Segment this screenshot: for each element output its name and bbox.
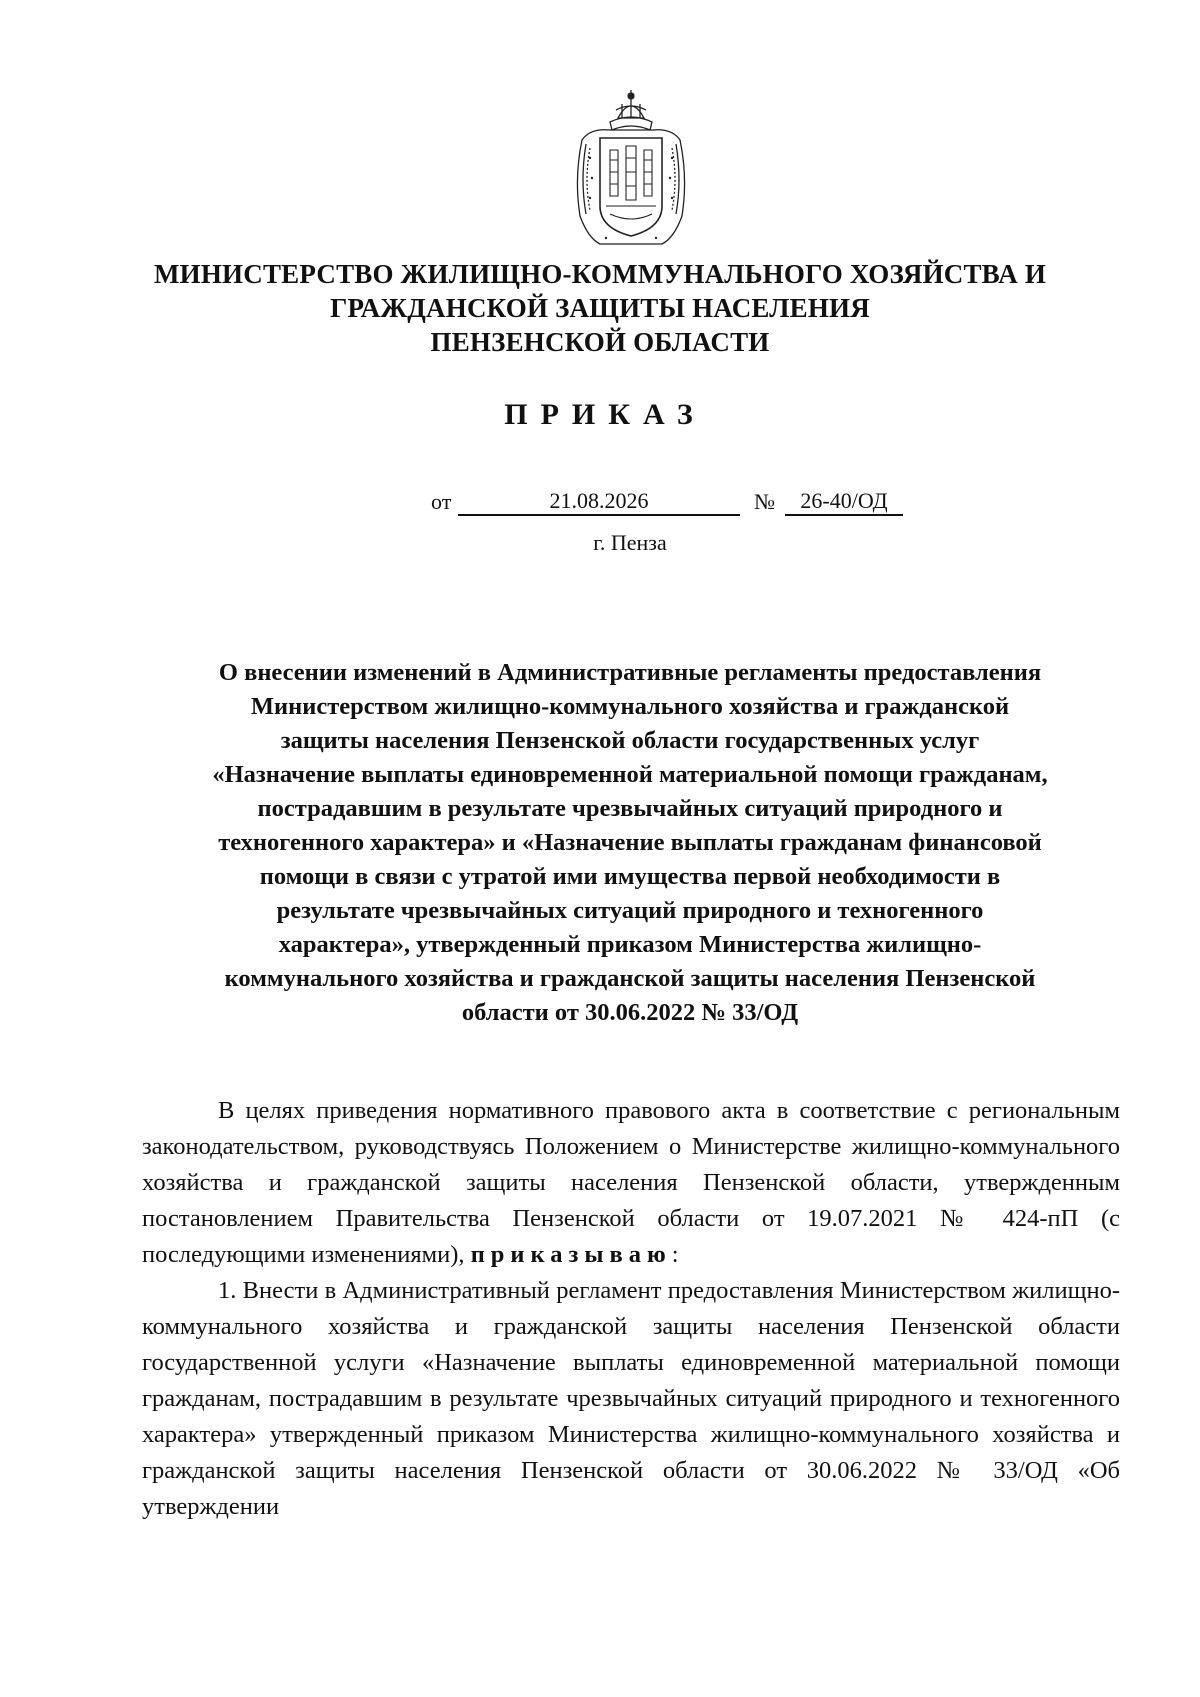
ministry-name-line1: МИНИСТЕРСТВО ЖИЛИЩНО-КОММУНАЛЬНОГО ХОЗЯЙСТВА И [153, 259, 1047, 289]
subject-line: области от 30.06.2022 № 33/ОД [461, 999, 799, 1026]
order-colon: : [671, 1241, 679, 1268]
subject-line: характера», утвержденный приказом Министерства жилищно- [278, 931, 982, 958]
subject-line: помощи в связи с утратой ими имущества первой необходимости в [259, 863, 1001, 890]
subject-line: результате чрезвычайных ситуаций природного и техногенного [276, 897, 984, 924]
preamble-text: В целях приведения нормативного правового акта в соответствие с региональным законодательством, руководствуясь Положением о Министерстве жилищно-коммунального хозяйства и гражданской защиты населения Пензенской области, утвержденным постановлением Правительства Пензенской области от 19.07.2021 № 424-пП (с последующими изменениями), [142, 1097, 1120, 1268]
subject-line: техногенного характера» и «Назначение выплаты гражданам финансовой [218, 829, 1042, 856]
order-date: 21.08.2026 [458, 488, 740, 516]
order-number: 26-40/ОД [785, 488, 903, 516]
number-label: № [754, 489, 775, 514]
subject-line: коммунального хозяйства и гражданской защиты населения Пензенской [224, 965, 1036, 992]
subject-line: пострадавшим в результате чрезвычайных ситуаций природного и [257, 795, 1003, 822]
preamble-paragraph [142, 1093, 1120, 1273]
item-1-paragraph: 1. Внести в Административный регламент предоставления Министерством жилищно-коммунального хозяйства и гражданской защиты населения Пензенской области государственной услуги «Назначение выплаты единовременной материальной помощи гражданам, пострадавшим в результате чрезвычайных ситуаций природного и техногенного характера» утвержденный приказом Министерства жилищно-коммунального хозяйства и гражданской защиты населения Пензенской области от 30.06.2022 № 33/ОД «Об утверждении [142, 1277, 1120, 1520]
order-body [142, 1093, 1120, 1525]
subject-line: защиты населения Пензенской области государственных услуг [280, 727, 980, 754]
subject-line: Министерством жилищно-коммунального хозяйства и гражданской [250, 693, 1010, 720]
city: г. Пенза [593, 530, 667, 555]
order-title: ПРИКАЗ [504, 398, 706, 431]
order-word: приказываю [470, 1241, 672, 1268]
subject-line: О внесении изменений в Административные регламенты предоставления [218, 659, 1042, 686]
ministry-name-line3: ПЕНЗЕНСКОЙ ОБЛАСТИ [430, 327, 770, 357]
subject-line: «Назначение выплаты единовременной материальной помощи гражданам, [212, 761, 1048, 788]
from-label: от [431, 489, 452, 514]
coat-of-arms-emblem [570, 88, 692, 250]
ministry-name-line2: ГРАЖДАНСКОЙ ЗАЩИТЫ НАСЕЛЕНИЯ [330, 293, 870, 323]
order-subject [140, 656, 1120, 1030]
